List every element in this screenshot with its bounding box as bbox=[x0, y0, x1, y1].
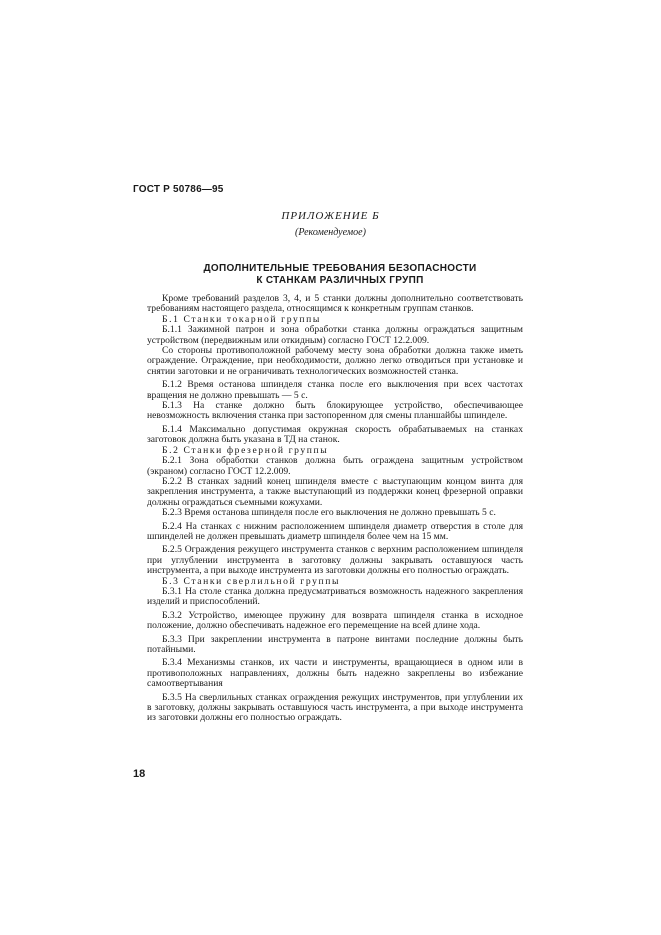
clause-b-2-2: Б.2.2 В станках задний конец шпинделя вместе с выступающим концом винта для закрепления инструмента, а также выступающий из поддержки конец фрезерной оправки должны ограждаться съемными кожухами. bbox=[147, 475, 523, 508]
section-title-line-2: К СТАНКАМ РАЗЛИЧНЫХ ГРУПП bbox=[256, 275, 424, 286]
intro-paragraph: Кроме требований разделов 3, 4, и 5 станки должны дополнительно соответствовать требованиям настоящего раздела, относящимся к конкретным группам станков. bbox=[147, 293, 523, 315]
clause-b-1-1: Б.1.1 Зажимной патрон и зона обработки станка должны ограждаться защитным устройством (передвижным или откидным) согласно ГОСТ 12.2.009. bbox=[147, 324, 523, 346]
standard-header: ГОСТ Р 50786—95 bbox=[133, 184, 224, 195]
clause-b-1-3: Б.1.3 На станке должно быть блокирующее устройство, обеспечивающее невозможность включения станка при застопоренном для смены планшайбы шпинделе. bbox=[147, 400, 523, 422]
section-heading-b1: Б.1 Станки токарной группы bbox=[162, 313, 321, 325]
section-title bbox=[140, 263, 540, 287]
section-title-line-1: ДОПОЛНИТЕЛЬНЫЕ ТРЕБОВАНИЯ БЕЗОПАСНОСТИ bbox=[203, 263, 477, 274]
clause-b-2-5: Б.2.5 Ограждения режущего инструмента станков с верхним расположением шпинделя при углублении инструмента в заготовку должны закрывать оставшуюся часть инструмента, а при выходе инструмента из заготовки должны его полностью ограждать. bbox=[147, 544, 523, 577]
section-heading-b2: Б.2 Станки фрезерной группы bbox=[162, 444, 329, 456]
clause-b-1-1-cont: Со стороны противоположной рабочему месту зона обработки должна также иметь ограждение. Ограждение, при необходимости, должно легко отводиться при установке и снятии заготовки и не ограничивать технологических возможностей станка. bbox=[147, 345, 523, 377]
clause-b-1-4: Б.1.4 Максимально допустимая окружная скорость обрабатываемых на станках заготовок должна быть указана в ТД на станок. bbox=[147, 423, 523, 446]
appendix-status: (Рекомендуемое) bbox=[295, 227, 366, 238]
clause-b-2-4: Б.2.4 На станках с нижним расположением шпинделя диаметр отверстия в столе для шпинделей не должен превышать диаметр шпинделя более чем на 15 мм. bbox=[147, 520, 523, 542]
clause-b-1-2: Б.1.2 Время останова шпинделя станка после его выключения при всех частотах вращения не должно превышать — 5 с. bbox=[147, 379, 523, 401]
clause-b-2-1: Б.2.1 Зона обработки станков должна быть ограждена защитным устройством (экраном) согласно ГОСТ 12.2.009. bbox=[147, 455, 523, 477]
clause-b-3-2: Б.3.2 Устройство, имеющее пружину для возврата шпинделя станка в исходное положение, должно обеспечивать надежное его перемещение на всей длине хода. bbox=[147, 609, 523, 632]
clause-b-2-3: Б.2.3 Время останова шпинделя после его выключения не должно превышать 5 с. bbox=[162, 507, 496, 519]
body-text bbox=[147, 294, 523, 724]
clause-b-3-5: Б.3.5 На сверлильных станках ограждения режущих инструментов, при углублении их в заготовку, должны закрывать оставшуюся часть инструмента, а при выходе инструмента из заготовки должны его полностью ограждать. bbox=[147, 691, 523, 724]
clause-b-3-3: Б.3.3 При закреплении инструмента в патроне винтами последние должны быть потайными. bbox=[147, 633, 523, 655]
clause-b-3-1: Б.3.1 На столе станка должна предусматриваться возможность надежного закрепления изделий и приспособлений. bbox=[147, 585, 523, 608]
appendix-title: ПРИЛОЖЕНИЕ Б bbox=[281, 210, 380, 222]
section-heading-b3: Б.3 Станки сверлильной группы bbox=[162, 575, 340, 587]
clause-b-3-4: Б.3.4 Механизмы станков, их части и инструменты, вращающиеся в одном или в противоположных направлениях, должны быть надежно закреплены во избежание самоотвертывания bbox=[147, 657, 523, 690]
page-number: 18 bbox=[133, 768, 146, 780]
